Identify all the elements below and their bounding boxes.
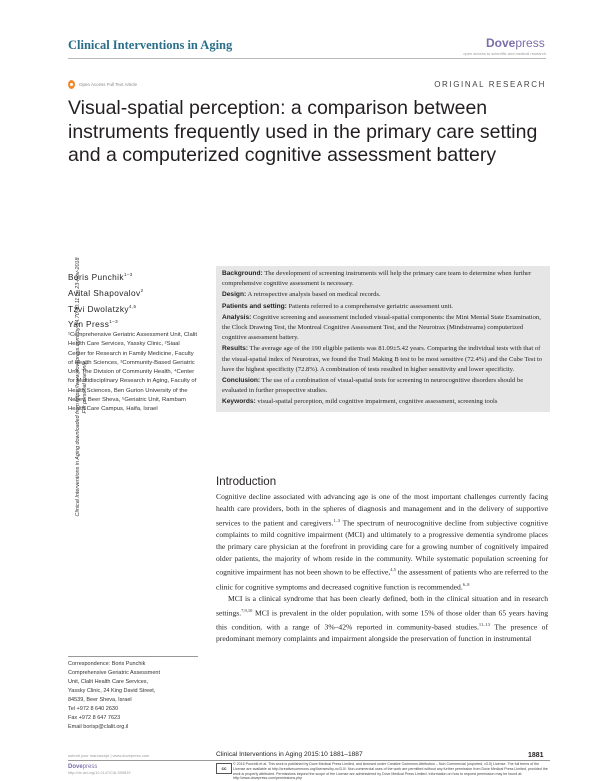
page-number: 1881 <box>528 752 544 759</box>
section-heading-introduction: Introduction <box>216 476 277 488</box>
license-text: © 2015 Punchik et al. This work is published by Dove Medical Press Limited, and licensed under Creative Commons Attribution – Non Commercial (unported, v3.0) License. The full terms of the License are available at http://creativecommons.org/licenses/by-nc/3.0/. Non-commercial uses of the work are permitted without any further permission from Dove Medical Press Limited, provided the work is properly attributed. Permissions beyond the scope of the License are administered by Dove Medical Press Limited. Information on how to request permission may be found at: http://www.dovepress.com/permissions.php <box>233 762 548 781</box>
author: Tzvi Dwolatzky$^{4,5}$ <box>68 303 137 314</box>
publisher-logo <box>486 36 545 50</box>
open-access-badge <box>68 80 137 89</box>
correspondence: Correspondence: Boris Punchik Comprehensive Geriatric Assessment Unit, Clalit Health Care Services, Yassky Clinic, 24 King David Street, 84539, Beer Sheva, Israel Tel +972 8 640 2630 Fax +972 8 647 7623 Email borisp@clalit.org.il <box>68 660 208 732</box>
journal-name: Clinical Interventions in Aging <box>68 38 233 52</box>
footer-citation: Clinical Interventions in Aging 2015:10 1881–1887 <box>216 751 363 758</box>
abstract-background: Background: The development of screening instruments will help the primary care team to determine when further comprehensive cognitive assessment is necessary. <box>222 270 532 288</box>
correspondence-email[interactable]: Email borisp@clalit.org.il <box>68 724 129 730</box>
abstract-conclusion: Conclusion: The use of a combination of visual-spatial tests for screening in neurocognitive disorders should be evaluated in further prospective studies. <box>222 377 524 395</box>
article-title: Visual-spatial perception: a comparison between instruments frequently used in the primary care setting and a computerized cognitive assessment battery <box>68 97 538 166</box>
affiliations: ¹Comprehensive Geriatric Assessment Unit, Clalit Health Care Services, Yassky Clinic, ²Siaal Center for Research in Family Medicine, Faculty of Health Sciences, ³Community-Based Geriatric Unit, The Division of Community Health, ⁴Center for Multidisciplinary Research in Aging, Faculty of Health Sciences, Ben Gurion University of the Negev, Beer Sheva, ⁵Geriatric Unit, Rambam Health Care Campus, Haifa, Israel <box>68 332 197 413</box>
abstract-results: Results: The average age of the 190 eligible patients was 81.09±5.42 years. Comparing the individual tests with that of the visual-spatial index of Neurotrax, we found the Trail Making B test to be most sensitive (72.4%) and the Cube Test to have the highest specificity (72.8%). A combination of tests resulted in higher sensitivity and lower specificity. <box>222 345 543 373</box>
paragraph: Cognitive decline associated with advancing age is one of the most important challenges currently facing health care providers, both in the spheres of diagnosis and management and in the delivery of supportive services to the patient and caregivers.$^{1-3}$ The spectrum of neurocognitive decline from subjective cognitive complaints to mild cognitive impairment (MCI) and ultimately to a progressive dementia syndrome places the primary care physician at the forefront in providing care for a growing number of cognitively impaired older patients, the majority of whom reside in the community. While systematic population screening for cognitive impairment has not been shown to be effective,$^{4,5}$ the assessment of patients who are referred to the clinic for cognitive symptoms and decreased cognitive function is recommended.$^{6-8}$ <box>216 492 549 592</box>
abstract-patients: Patients and setting: Patients referred to a comprehensive geriatric assessment unit. <box>222 302 453 310</box>
creative-commons-icon: cc <box>216 763 232 774</box>
side-note-line1: Clinical Interventions in Aging downloaded from https://www.dovepress.com/ by 54.70.40.11 on 23-Nov-2018 <box>75 257 81 517</box>
article-type: ORIGINAL RESEARCH <box>434 80 546 89</box>
footer-divider <box>68 760 550 761</box>
abstract-design: Design: A retrospective analysis based on medical records. <box>222 291 381 299</box>
publisher-logo-bold: Dove <box>486 36 516 50</box>
submit-manuscript-link[interactable]: submit your manuscript | www.dovepress.com <box>68 753 150 758</box>
publisher-tagline: open access to scientific and medical research <box>463 51 546 56</box>
open-access-label: Open Access Full Text Article <box>79 82 137 87</box>
introduction-body <box>216 491 548 645</box>
author-list <box>68 268 144 331</box>
abstract-keywords: Keywords: visual-spatial perception, mild cognitive impairment, cognitive assessment, screening tools <box>222 398 498 406</box>
doi-link[interactable]: http://dx.doi.org/10.2147/CIA.S99819 <box>68 771 131 775</box>
header-divider <box>68 58 546 59</box>
paragraph: MCI is a clinical syndrome that has been clearly defined, both in the clinical situation and in research settings.$^{7,9,10}$ MCI is prevalent in the older population, with some 15% of those older than 65 years having this condition, with a range of 3%–42% reported in community-based studies.$^{11-13}$ The presence of predominant memory complaints and impairment alongside the preservation of function in instrumental <box>216 593 549 644</box>
correspondence-divider <box>68 656 198 657</box>
side-note-line2: For personal use only. <box>82 360 88 414</box>
author: Boris Punchik$^{1-3}$ <box>68 271 133 282</box>
author: Yan Press$^{1-3}$ <box>68 319 118 330</box>
abstract-box <box>216 266 550 412</box>
footer-publisher-logo: Dovepress <box>68 764 98 770</box>
abstract-analysis: Analysis: Cognitive screening and assessment included visual-spatial components: the Mini Mental State Examination, the Clock Drawing Test, the Montreal Cognitive Assessment Test, and the Neurotrax (Mindstreams) computerized cognitive assessment battery. <box>222 313 541 342</box>
open-access-lock-icon <box>68 80 75 89</box>
publisher-logo-rest: press <box>515 36 545 50</box>
author: Avital Shapovalov$^2$ <box>68 287 144 298</box>
